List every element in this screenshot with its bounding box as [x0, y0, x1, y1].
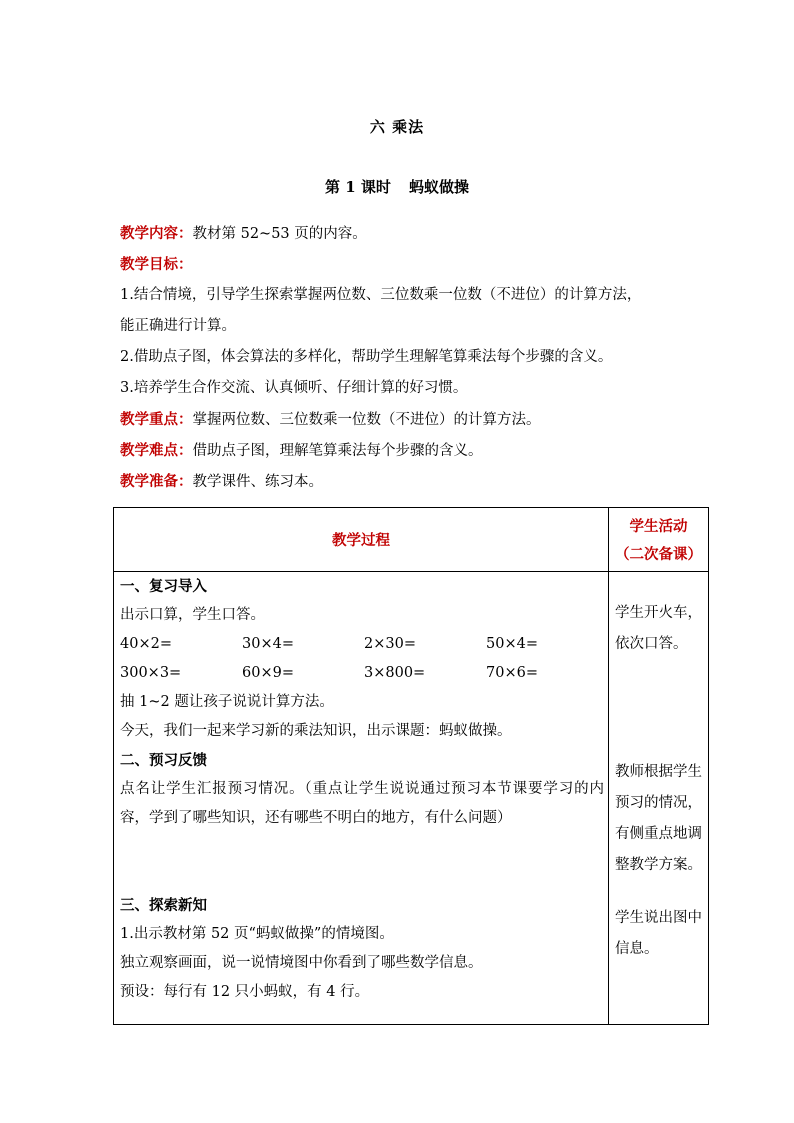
prep-label: 教学准备： — [120, 473, 193, 490]
goal-1-line-1: 1.结合情境，引导学生探索掌握两位数、三位数乘一位数（不进位）的计算方法， — [120, 287, 642, 303]
calc-row-1 — [114, 630, 608, 659]
lesson-name: 蚂蚁做操 — [408, 178, 469, 196]
section-1-title: 一、复习导入 — [120, 578, 207, 595]
calc-row-2 — [114, 659, 608, 688]
chapter-title: 六 乘法 — [369, 118, 425, 136]
process-column — [114, 572, 609, 1025]
goal-3: 3.培养学生合作交流、认真倾听、仔细计算的好习惯。 — [120, 380, 468, 396]
teaching-content — [120, 226, 367, 242]
activity-3: 学生说出图中信息。 — [615, 910, 702, 957]
difficult-text: 借助点子图，理解笔算乘法每个步骤的含义。 — [192, 443, 483, 459]
difficult-point — [120, 443, 483, 459]
header-process: 教学过程 — [114, 508, 609, 572]
content-label: 教学内容： — [120, 225, 193, 242]
section-3-line-3: 预设：每行有 12 只小蚂蚁，有 4 行。 — [120, 984, 370, 1000]
lesson-plan-table — [113, 507, 709, 1025]
activity-column — [609, 572, 709, 1025]
calc-item: 40×2= — [120, 636, 172, 652]
header-activity-line-2: （二次备课） — [615, 545, 702, 563]
key-text: 掌握两位数、三位数乘一位数（不进位）的计算方法。 — [192, 412, 541, 428]
preparation — [120, 474, 323, 490]
section-3-line-2: 独立观察画面，说一说情境图中你看到了哪些数学信息。 — [120, 955, 483, 971]
key-point — [120, 412, 541, 428]
calc-item: 3×800= — [364, 665, 426, 681]
table-header-row — [114, 508, 709, 572]
activity-1: 学生开火车，依次口答。 — [615, 605, 702, 652]
calc-item: 70×6= — [486, 665, 538, 681]
header-activity-line-1: 学生活动 — [629, 517, 688, 535]
calc-item: 30×4= — [242, 636, 294, 652]
section-2-title: 二、预习反馈 — [120, 752, 207, 769]
activity-2: 教师根据学生预习的情况，有侧重点地调整教学方案。 — [615, 764, 702, 873]
lesson-number: 第 1 课时 — [325, 178, 391, 196]
table-body-row — [114, 572, 709, 1025]
goal-1-line-2: 能正确进行计算。 — [120, 318, 236, 334]
header-activity — [609, 508, 709, 572]
key-label: 教学重点： — [120, 411, 193, 428]
section-3-line-1: 1.出示教材第 52 页“蚂蚁做操”的情境图。 — [120, 926, 394, 942]
section-1-line-3: 今天，我们一起来学习新的乘法知识，出示课题：蚂蚁做操。 — [120, 723, 512, 739]
calc-item: 300×3= — [120, 665, 182, 681]
section-3-title: 三、探索新知 — [120, 897, 207, 914]
section-1-line-1: 出示口算，学生口答。 — [120, 607, 265, 623]
difficult-label: 教学难点： — [120, 442, 193, 459]
prep-text: 教学课件、练习本。 — [192, 474, 323, 490]
section-1-line-2: 抽 1~2 题让孩子说说计算方法。 — [120, 694, 334, 710]
section-2-text: 点名让学生汇报预习情况。（重点让学生说说通过预习本节课要学习的内容，学到了哪些知识，还有哪些不明白的地方，有什么问题） — [120, 781, 604, 826]
content-text: 教材第 52~53 页的内容。 — [192, 226, 367, 242]
calc-item: 50×4= — [486, 636, 538, 652]
goals-label: 教学目标： — [120, 256, 193, 273]
calc-item: 2×30= — [364, 636, 416, 652]
calc-item: 60×9= — [242, 665, 294, 681]
goal-2: 2.借助点子图，体会算法的多样化，帮助学生理解笔算乘法每个步骤的含义。 — [120, 349, 613, 365]
